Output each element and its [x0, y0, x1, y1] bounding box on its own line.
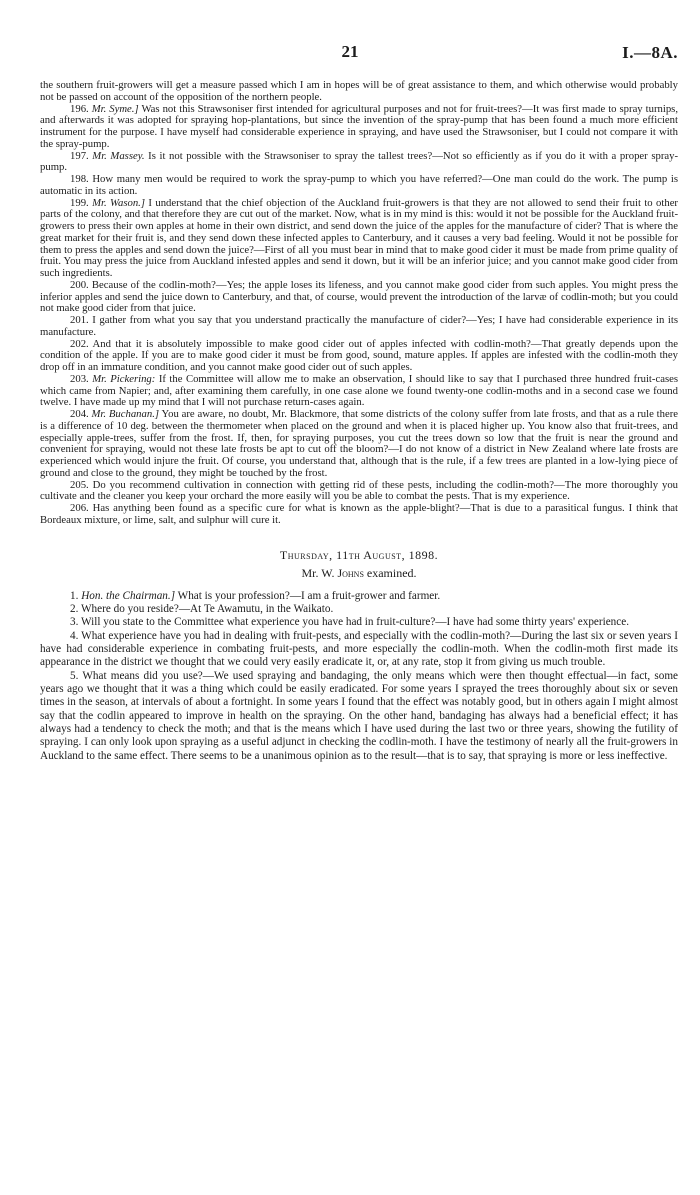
question-number: 198.: [70, 173, 89, 185]
paragraph-text: Because of the codlin-moth?—Yes; the apple loses its lifeness, and you cannot make good cider from such apples. You might press the inferior apples and send the juice down to Canterbury, and that, of course, would prevent the introduction of the larvæ of codlin-moth; but you could not make good cider from that juice.: [40, 278, 679, 315]
paragraph: [40, 339, 678, 374]
speaker: Mr. Wason.]: [92, 196, 145, 209]
paragraph-text: Was not this Strawsoniser first intended for agricultural purposes and not for fruit-trees?—It was first made to spray turnips, and afterwards it was adopted for spraying hop-plantations, but since the invention of the spray-pump that has been found a much more efficient instrument for the purpose. I have myself had considerable experience in spraying, and have used the Strawsoniser, but I could not compare it with the spray-pump.: [40, 102, 679, 150]
question-number: 206.: [70, 502, 89, 514]
paragraph: [40, 174, 678, 198]
paragraph-text: And that it is absolutely impossible to make good cider out of apples infected with codlin-moth?—That greatly depends upon the condition of the apple. If you are to make good cider it must be from good, sound, mature apples. If apples are infested with the codlin-moth they drop off in an immature condition, and you cannot make good cider out of such apples.: [40, 337, 678, 373]
question-number: 200.: [70, 278, 89, 291]
section-heading: [40, 547, 678, 581]
paragraph: [40, 670, 678, 763]
paragraph-text: If the Committee will allow me to make an observation, I should like to say that I purchased three hundred fruit-cases which came from Napier; and, after examining them carefully, in one case alone we found twenty-one codlin-moths and in a second case we found twelve. I have made up my mind that I will not purchase return-cases again.: [40, 372, 679, 409]
paragraph: [40, 104, 678, 151]
paragraph: [40, 280, 678, 315]
witness-prefix: Mr. W.: [301, 565, 338, 580]
paragraph-text: You are aware, no doubt, Mr. Blackmore, that some districts of the colony suffer from late frosts, and that as a rule there is a difference of 10 deg. between the thermometer when placed on the ground and when it is placed higher up. You know also that fruit-trees, and especially apple-trees, suffer from the frost. If, then, for spraying purposes, you cut the trees down so low that the fruit is near the ground and convenient for spraying, would not these late frosts be apt to cut off the bloom?—I do not know of a district in New Zealand where late frosts are experienced which would injure the fruit. Of course, you understand that, although that is the rule, if a few trees are planted in a low-lying piece of ground and close to the ground, they might be touched by the frost.: [40, 408, 679, 479]
paragraph-text: the southern fruit-growers will get a measure passed which I am in hopes will be of great assistance to them, and which otherwise would probably not be passed on account of the opposition of the northern people.: [40, 79, 678, 103]
question-number: 1.: [70, 589, 79, 602]
page-reference: I.—8A.: [622, 43, 678, 62]
paragraph-text: I gather from what you say that you understand practically the manufacture of cider?—Yes; I have had considerable experience in its manufacture.: [40, 314, 678, 338]
paragraph: [40, 315, 678, 339]
question-number: 4.: [70, 629, 79, 642]
speaker: Mr. Pickering:: [92, 372, 156, 385]
paragraph: [40, 590, 678, 603]
speaker: Mr. Buchanan.]: [91, 408, 160, 420]
paragraph: [40, 616, 678, 629]
question-number: 203.: [70, 372, 89, 385]
paragraph-text: Will you state to the Committee what experience you have had in fruit-culture?—I have had some thirty years' experience.: [81, 616, 630, 629]
question-number: 201.: [70, 314, 89, 326]
paragraph-text: Is it not possible with the Strawsoniser to spray the tallest trees?—Not so efficiently as if you do it with a proper spray-pump.: [40, 149, 679, 174]
witness-heading: [40, 565, 678, 581]
paragraph-text: What means did you use?—We used spraying and bandaging, the only means which were then thought effectual—in fact, some years ago we thought that it was a thing which could be easily eradicated. For some years I sprayed the trees thoroughly about six or seven times in the season, at intervals of about a fortnight. In some years I found that the effect was notably good, but in others again I might almost say that the codlin appeared to improve in health on the spraying. On the other hand, bandaging has always had a beneficial effect; it has always had a tendency to check the moth; and that is the means which I have used during the last two or three years, showing the futility of spraying. I can only look upon spraying as a useful adjunct in checking the codlin-moth. I have the testimony of nearly all the fruit-growers in Auckland to the same effect. There seems to be a unanimous opinion as to the result—that is to say, that spraying is more or less ineffective.: [40, 669, 678, 762]
paragraph-text: What is your profession?—I am a fruit-grower and farmer.: [177, 589, 441, 602]
speaker: Mr. Syme.]: [91, 102, 139, 115]
question-number: 196.: [70, 102, 89, 115]
evidence-section-2: [40, 590, 678, 763]
paragraph: [40, 151, 678, 175]
paragraph-text: What experience have you had in dealing with fruit-pests, and especially with the codlin-moth?—During the last six or seven years I have had considerable experience in combating fruit-pests, and more especially the codlin-moth. When the codlin-moth first made its appearance in the district we thought that we could very easily eradicate it, or, at any rate, stop it from giving us much trouble.: [40, 629, 678, 669]
question-number: 199.: [70, 196, 89, 209]
speaker: Hon. the Chairman.]: [81, 589, 176, 602]
paragraph-text: I understand that the chief objection of the Auckland fruit-growers is that they are not allowed to send their fruit to other parts of the colony, and that therefore they are cut out of the market. Now, what is in my mind is this: would it not be possible for the Auckland fruit-growers to press their own apples at home in their own district, and send down the juice of the apples for the manufacture of cider? That is where the great market for their fruit is, and they send down these infected apples to Canterbury, and it causes a very bad feeling. Would it not be possible for them to press the apples and send down the juice?—First of all you must bear in mind that to make good cider it must be made from prime quality of fruit. You may press the juice from Auckland infested apples and send it down, but it will be an inferior juice; and you cannot make good cider from such ingredients.: [40, 196, 678, 279]
question-number: 5.: [70, 669, 79, 682]
paragraph-text: Do you recommend cultivation in connection with getting rid of these pests, including the codlin-moth?—The more thoroughly you cultivate and the cleaner you keep your orchard the more easily will you be able to combat the pests. That is my experience.: [40, 478, 679, 503]
paragraph: [40, 198, 678, 280]
question-number: 2.: [70, 602, 79, 615]
paragraph: [40, 409, 678, 480]
paragraph: [40, 374, 678, 409]
paragraph: [40, 603, 678, 616]
paragraph: [40, 503, 678, 527]
witness-name: Johns: [337, 565, 364, 580]
witness-suffix: examined.: [363, 565, 417, 580]
paragraph: [40, 80, 678, 104]
question-number: 3.: [70, 616, 79, 629]
speaker: Mr. Massey.: [92, 149, 145, 162]
evidence-section-1: [40, 80, 678, 527]
question-number: 204.: [70, 408, 89, 420]
paragraph-text: How many men would be required to work the spray-pump to which you have referred?—One man could do the work. The pump is automatic in its action.: [40, 173, 678, 197]
question-number: 202.: [70, 337, 89, 350]
question-number: 197.: [70, 149, 89, 162]
paragraph: [40, 480, 678, 504]
question-number: 205.: [70, 478, 89, 491]
paragraph-text: Has anything been found as a specific cure for what is known as the apple-blight?—That is due to a parasitical fungus. I think that Bordeaux mixture, or lime, salt, and sulphur will cure it.: [40, 502, 679, 526]
date-heading: Thursday, 11th August, 1898.: [279, 547, 439, 562]
page-number: 21: [341, 42, 359, 61]
paragraph-text: Where do you reside?—At Te Awamutu, in the Waikato.: [81, 602, 334, 615]
paragraph: [40, 630, 678, 670]
